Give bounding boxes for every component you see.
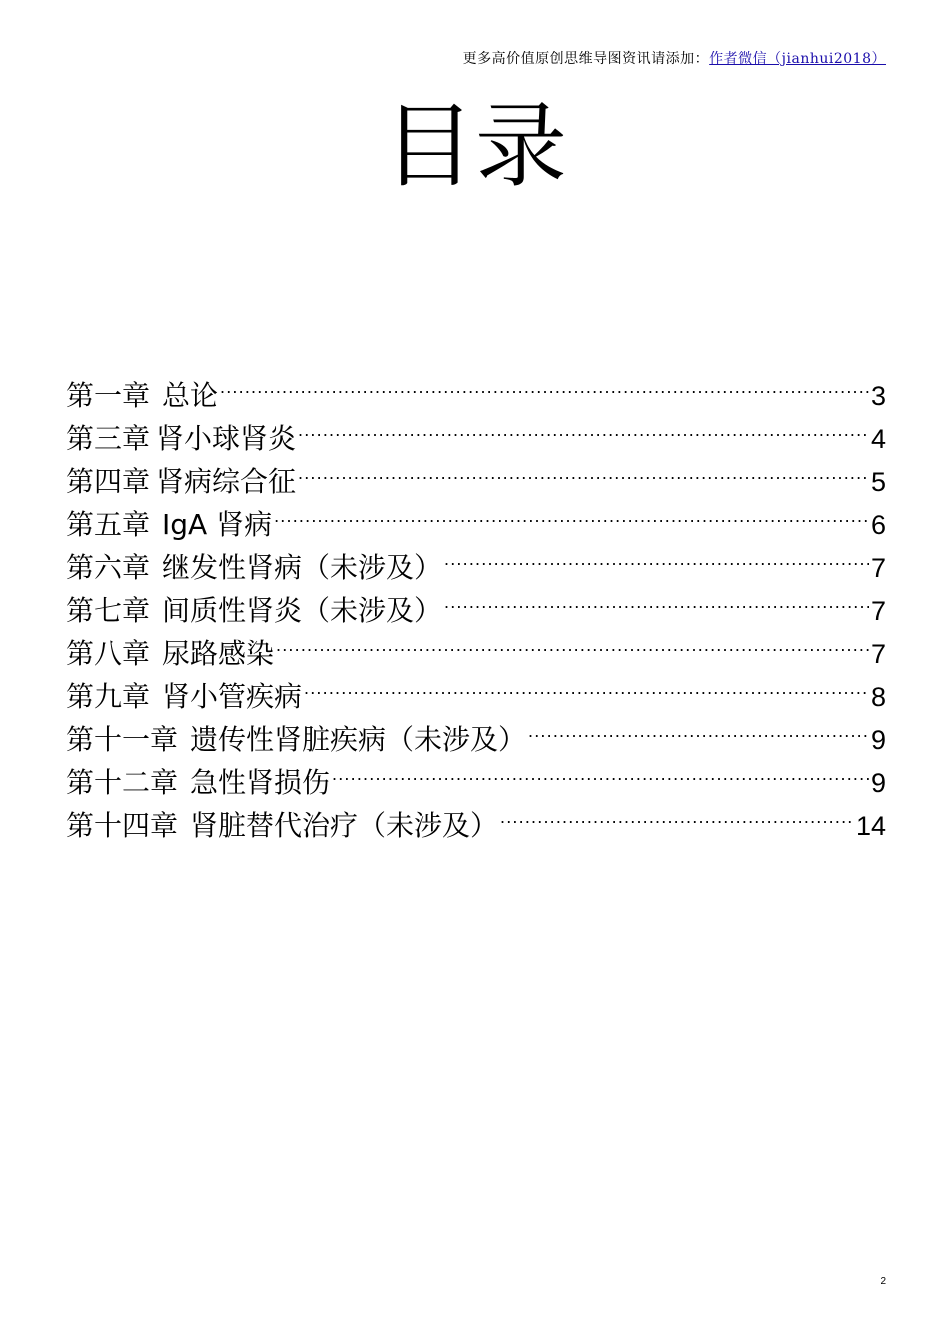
toc-title: 总论 — [162, 379, 219, 412]
toc-page-number: 9 — [870, 725, 886, 755]
toc-chapter: 第三章 — [66, 422, 151, 455]
page-number: 2 — [880, 1276, 886, 1287]
toc-dot-leader — [332, 749, 869, 792]
toc-dot-leader — [276, 620, 869, 663]
toc-chapter: 第六章 — [66, 551, 151, 584]
toc-page-number: 7 — [870, 596, 886, 626]
toc-title: 肾小球肾炎 — [156, 422, 297, 455]
toc-chapter: 第一章 — [66, 379, 151, 412]
toc-title: 尿路感染 — [162, 637, 275, 670]
toc-page-number: 4 — [870, 424, 886, 454]
toc-chapter: 第十四章 — [66, 809, 179, 842]
header-note — [463, 48, 886, 68]
toc-dot-leader — [220, 362, 869, 405]
toc-chapter: 第八章 — [66, 637, 151, 670]
toc-page-number: 8 — [870, 682, 886, 712]
toc-dot-leader — [298, 448, 869, 491]
toc-title: 急性肾损伤 — [190, 766, 331, 799]
toc-dot-leader — [500, 792, 854, 835]
toc-chapter: 第十一章 — [66, 723, 179, 756]
toc-dot-leader — [304, 663, 869, 706]
toc-title: 肾脏替代治疗（未涉及） — [190, 809, 499, 842]
toc-chapter: 第十二章 — [66, 766, 179, 799]
toc-chapter: 第七章 — [66, 594, 151, 627]
header-note-text: 更多高价值原创思维导图资讯请添加： — [462, 51, 710, 67]
toc-title: IgA 肾病 — [162, 508, 273, 541]
toc-page-number: 7 — [870, 639, 886, 669]
toc-page-number: 6 — [870, 510, 886, 540]
toc-page-number: 7 — [870, 553, 886, 583]
toc-chapter: 第四章 — [66, 465, 151, 498]
toc-page-number: 9 — [870, 768, 886, 798]
toc-page-number: 3 — [870, 381, 886, 411]
toc-dot-leader — [444, 534, 869, 577]
toc-dot-leader — [444, 577, 869, 620]
toc-page-number: 14 — [855, 811, 886, 841]
toc-title: 遗传性肾脏疾病（未涉及） — [190, 723, 527, 756]
toc-dot-leader — [298, 405, 869, 448]
toc-entry-0[interactable] — [66, 362, 886, 412]
page-title: 目录 — [382, 93, 567, 200]
toc-page-number: 5 — [870, 467, 886, 497]
toc-title: 继发性肾病（未涉及） — [162, 551, 443, 584]
author-wechat-link[interactable]: 作者微信（jianhui2018） — [709, 51, 886, 67]
toc-chapter: 第五章 — [66, 508, 151, 541]
toc-dot-leader — [528, 706, 869, 749]
toc-title: 肾病综合征 — [156, 465, 297, 498]
toc-chapter: 第九章 — [66, 680, 151, 713]
toc-title: 肾小管疾病 — [162, 680, 303, 713]
toc-dot-leader — [274, 491, 869, 534]
toc-title: 间质性肾炎（未涉及） — [162, 594, 443, 627]
table-of-contents — [66, 362, 886, 842]
